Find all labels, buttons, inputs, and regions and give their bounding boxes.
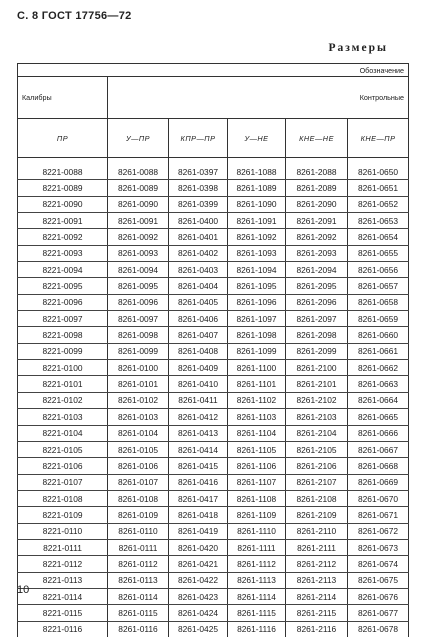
table-row [18,360,409,376]
column-header: КПР—ПР [169,119,228,158]
table-cell: 8261-2109 [286,507,348,523]
column-header: КНЕ—НЕ [286,119,348,158]
table-row [18,294,409,310]
table-cell: 8261-1088 [228,164,286,180]
table-cell: 8221-0111 [18,539,108,555]
table-cell: 8261-2110 [286,523,348,539]
table-cell: 8221-0116 [18,621,108,637]
table-cell: 8261-2099 [286,343,348,359]
table-cell: 8221-0099 [18,343,108,359]
table-row [18,556,409,572]
table-cell: 8261-0093 [108,245,169,261]
table-cell: 8261-0398 [169,180,228,196]
table-cell: 8261-1109 [228,507,286,523]
table-cell: 8261-0656 [348,262,409,278]
table-cell: 8221-0098 [18,327,108,343]
table-cell: 8261-2105 [286,441,348,457]
table-cell: 8221-0088 [18,164,108,180]
table-row [18,327,409,343]
table-cell: 8261-1115 [228,605,286,621]
table-row [18,164,409,180]
table-cell: 8261-0116 [108,621,169,637]
table-cell: 8221-0113 [18,572,108,588]
table-cell: 8261-0423 [169,588,228,604]
table-cell: 8261-1099 [228,343,286,359]
table-cell: 8261-1107 [228,474,286,490]
table-cell: 8261-1101 [228,376,286,392]
table-cell: 8261-0672 [348,523,409,539]
table-cell: 8261-0408 [169,343,228,359]
table-row [18,572,409,588]
table-cell: 8261-0412 [169,409,228,425]
table-cell: 8221-0105 [18,441,108,457]
table-cell: 8261-1098 [228,327,286,343]
table-cell: 8261-0670 [348,490,409,506]
table-cell: 8261-2098 [286,327,348,343]
table-row [18,507,409,523]
table-cell: 8261-0419 [169,523,228,539]
table-cell: 8221-0101 [18,376,108,392]
table-cell: 8261-0661 [348,343,409,359]
table-cell: 8261-0095 [108,278,169,294]
table-cell: 8261-0674 [348,556,409,572]
table-cell: 8261-2102 [286,392,348,408]
table-cell: 8261-1108 [228,490,286,506]
table-cell: 8261-2095 [286,278,348,294]
table-cell: 8221-0103 [18,409,108,425]
table-cell: 8261-0399 [169,196,228,212]
table-cell: 8261-0105 [108,441,169,457]
table-cell: 8261-1094 [228,262,286,278]
table-cell: 8221-0107 [18,474,108,490]
table-row [18,588,409,604]
table-cell: 8221-0106 [18,458,108,474]
table-cell: 8221-0097 [18,311,108,327]
table-cell: 8261-0657 [348,278,409,294]
table-cell: 8261-0409 [169,360,228,376]
table-cell: 8261-0650 [348,164,409,180]
table-cell: 8261-0108 [108,490,169,506]
table-cell: 8221-0090 [18,196,108,212]
table-cell: 8261-0103 [108,409,169,425]
table-cell: 8261-0677 [348,605,409,621]
table-cell: 8261-0424 [169,605,228,621]
table-cell: 8261-0666 [348,425,409,441]
table-cell: 8221-0095 [18,278,108,294]
table-cell: 8261-0091 [108,213,169,229]
table-cell: 8261-0418 [169,507,228,523]
table-cell: 8261-0407 [169,327,228,343]
table-cell: 8261-0667 [348,441,409,457]
table-cell: 8261-1112 [228,556,286,572]
sizes-table-container [17,63,408,637]
table-cell: 8221-0112 [18,556,108,572]
table-cell: 8261-0109 [108,507,169,523]
table-cell: 8221-0094 [18,262,108,278]
table-row [18,196,409,212]
table-cell: 8261-0092 [108,229,169,245]
column-header: КНЕ—ПР [348,119,409,158]
table-row [18,343,409,359]
page-header: С. 8 ГОСТ 17756—72 [17,10,132,22]
table-cell: 8261-0405 [169,294,228,310]
table-cell: 8261-1089 [228,180,286,196]
table-cell: 8261-2093 [286,245,348,261]
table-cell: 8261-0652 [348,196,409,212]
table-cell: 8221-0114 [18,588,108,604]
table-cell: 8261-0404 [169,278,228,294]
table-cell: 8221-0089 [18,180,108,196]
table-cell: 8261-1096 [228,294,286,310]
table-cell: 8261-0414 [169,441,228,457]
group-calibers-label: Калибры [18,77,108,119]
page-number: 10 [17,584,30,596]
table-cell: 8261-0400 [169,213,228,229]
table-cell: 8261-1100 [228,360,286,376]
table-cell: 8221-0092 [18,229,108,245]
table-cell: 8261-0669 [348,474,409,490]
table-cell: 8261-1097 [228,311,286,327]
table-row [18,311,409,327]
designation-label: Обозначение [18,64,409,77]
table-cell: 8221-0093 [18,245,108,261]
table-cell: 8261-0663 [348,376,409,392]
table-cell: 8261-0422 [169,572,228,588]
table-cell: 8261-0090 [108,196,169,212]
table-cell: 8261-0102 [108,392,169,408]
table-row [18,409,409,425]
table-cell: 8261-2106 [286,458,348,474]
table-cell: 8261-0678 [348,621,409,637]
table-row [18,474,409,490]
column-header: ПР [18,119,108,158]
table-cell: 8261-0410 [169,376,228,392]
table-row [18,425,409,441]
table-cell: 8261-0113 [108,572,169,588]
column-header: У—ПР [108,119,169,158]
table-cell: 8261-0088 [108,164,169,180]
table-cell: 8261-0662 [348,360,409,376]
table-cell: 8261-0416 [169,474,228,490]
table-cell: 8261-2092 [286,229,348,245]
table-cell: 8261-2090 [286,196,348,212]
table-cell: 8261-0094 [108,262,169,278]
table-cell: 8261-2097 [286,311,348,327]
table-cell: 8261-2103 [286,409,348,425]
table-cell: 8261-0658 [348,294,409,310]
table-cell: 8261-0425 [169,621,228,637]
table-cell: 8261-1106 [228,458,286,474]
table-cell: 8261-1105 [228,441,286,457]
table-cell: 8261-1102 [228,392,286,408]
table-cell: 8261-2113 [286,572,348,588]
table-cell: 8261-0397 [169,164,228,180]
table-cell: 8261-0653 [348,213,409,229]
table-cell: 8261-2094 [286,262,348,278]
table-cell: 8261-0106 [108,458,169,474]
table-cell: 8261-0665 [348,409,409,425]
table-cell: 8261-2108 [286,490,348,506]
table-cell: 8261-2116 [286,621,348,637]
table-row [18,262,409,278]
table-cell: 8221-0100 [18,360,108,376]
table-row [18,490,409,506]
table-row [18,458,409,474]
table-row [18,523,409,539]
table-cell: 8261-2096 [286,294,348,310]
table-row [18,441,409,457]
table-cell: 8261-0402 [169,245,228,261]
table-body [18,164,409,637]
table-cell: 8261-0411 [169,392,228,408]
table-row [18,376,409,392]
table-cell: 8261-1092 [228,229,286,245]
table-cell: 8261-2100 [286,360,348,376]
table-cell: 8221-0108 [18,490,108,506]
table-row [18,245,409,261]
table-cell: 8221-0091 [18,213,108,229]
table-cell: 8261-0420 [169,539,228,555]
table-cell: 8261-0111 [108,539,169,555]
table-cell: 8261-2114 [286,588,348,604]
table-cell: 8261-1104 [228,425,286,441]
table-cell: 8261-2115 [286,605,348,621]
table-cell: 8261-0097 [108,311,169,327]
sizes-table [17,63,409,637]
table-cell: 8261-2107 [286,474,348,490]
table-cell: 8261-0676 [348,588,409,604]
table-cell: 8261-0673 [348,539,409,555]
column-headers-row [18,119,409,158]
table-cell: 8261-0403 [169,262,228,278]
table-cell: 8261-0401 [169,229,228,245]
table-row [18,229,409,245]
table-cell: 8261-0406 [169,311,228,327]
table-cell: 8261-0110 [108,523,169,539]
column-header: У—НЕ [228,119,286,158]
table-cell: 8261-2091 [286,213,348,229]
table-cell: 8261-1090 [228,196,286,212]
table-cell: 8221-0115 [18,605,108,621]
table-cell: 8261-0104 [108,425,169,441]
table-cell: 8261-0413 [169,425,228,441]
table-row [18,392,409,408]
table-cell: 8261-0651 [348,180,409,196]
table-cell: 8221-0109 [18,507,108,523]
table-cell: 8261-0660 [348,327,409,343]
table-cell: 8261-0421 [169,556,228,572]
table-cell: 8261-0096 [108,294,169,310]
table-cell: 8261-1113 [228,572,286,588]
table-cell: 8261-0114 [108,588,169,604]
table-cell: 8261-1091 [228,213,286,229]
table-cell: 8261-0675 [348,572,409,588]
table-cell: 8221-0110 [18,523,108,539]
table-cell: 8261-0112 [108,556,169,572]
table-cell: 8261-0664 [348,392,409,408]
table-cell: 8261-0107 [108,474,169,490]
table-cell: 8261-0415 [169,458,228,474]
table-row [18,180,409,196]
table-cell: 8261-0089 [108,180,169,196]
table-cell: 8221-0104 [18,425,108,441]
table-cell: 8261-2088 [286,164,348,180]
table-cell: 8261-2089 [286,180,348,196]
table-cell: 8261-2101 [286,376,348,392]
table-cell: 8261-2111 [286,539,348,555]
table-row [18,278,409,294]
table-row [18,213,409,229]
table-header [18,64,409,165]
table-cell: 8261-1103 [228,409,286,425]
group-control-label: Контрольные [108,77,409,119]
table-cell: 8261-1110 [228,523,286,539]
table-cell: 8261-0100 [108,360,169,376]
table-cell: 8261-1116 [228,621,286,637]
table-cell: 8261-0668 [348,458,409,474]
table-cell: 8261-1111 [228,539,286,555]
section-title: Размеры [328,42,388,54]
table-cell: 8261-0655 [348,245,409,261]
table-cell: 8221-0096 [18,294,108,310]
table-cell: 8261-1114 [228,588,286,604]
table-cell: 8221-0102 [18,392,108,408]
table-cell: 8261-1095 [228,278,286,294]
table-cell: 8261-0671 [348,507,409,523]
table-cell: 8261-0115 [108,605,169,621]
table-row [18,621,409,637]
table-cell: 8261-2104 [286,425,348,441]
table-cell: 8261-0099 [108,343,169,359]
table-cell: 8261-1093 [228,245,286,261]
table-cell: 8261-0659 [348,311,409,327]
table-cell: 8261-0654 [348,229,409,245]
table-cell: 8261-0417 [169,490,228,506]
table-cell: 8261-0098 [108,327,169,343]
table-cell: 8261-0101 [108,376,169,392]
table-cell: 8261-2112 [286,556,348,572]
table-row [18,539,409,555]
